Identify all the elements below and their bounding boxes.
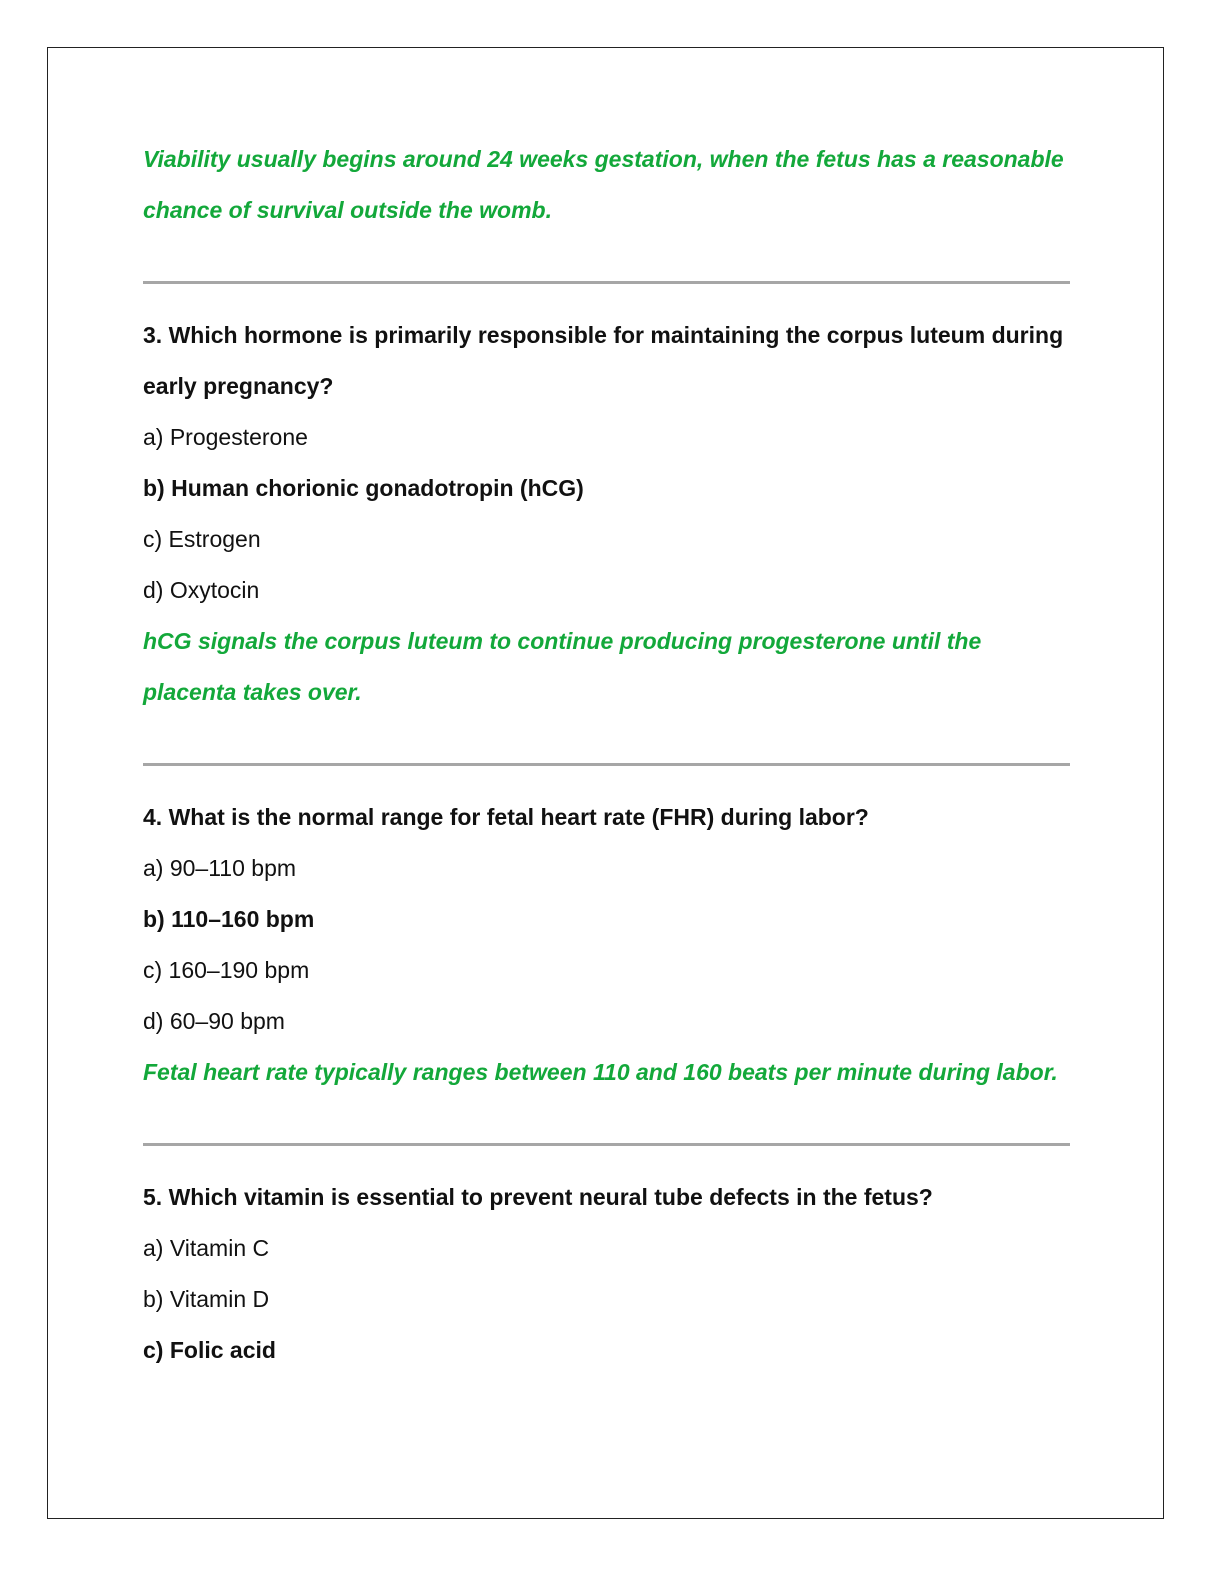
question-text: 5. Which vitamin is essential to prevent neural tube defects in the fetus?	[143, 1184, 933, 1210]
explanation-text: hCG signals the corpus luteum to continue producing progesterone until the placenta takes over.	[143, 628, 982, 705]
option-d: d) 60–90 bpm	[143, 1008, 285, 1034]
option-c: c) Estrogen	[143, 526, 261, 552]
option-b-correct: b) 110–160 bpm	[143, 906, 315, 932]
question-block-4	[143, 792, 1073, 1098]
explanation-q2: Viability usually begins around 24 weeks gestation, when the fetus has a reasonable chance of survival outside the womb.	[143, 146, 1064, 223]
question-text: 3. Which hormone is primarily responsible for maintaining the corpus luteum during early pregnancy?	[143, 322, 1064, 399]
option-c: c) 160–190 bpm	[143, 957, 310, 983]
question-block-5	[143, 1172, 1073, 1376]
question-block-3	[143, 310, 1073, 718]
document-body	[143, 134, 1073, 1376]
option-d: d) Oxytocin	[143, 577, 260, 603]
option-a: a) 90–110 bpm	[143, 855, 297, 881]
option-b-correct: b) Human chorionic gonadotropin (hCG)	[143, 475, 584, 501]
option-c-correct: c) Folic acid	[143, 1337, 276, 1363]
explanation-text: Fetal heart rate typically ranges between 110 and 160 beats per minute during labor.	[143, 1059, 1058, 1085]
question-text: 4. What is the normal range for fetal heart rate (FHR) during labor?	[143, 804, 869, 830]
option-a: a) Progesterone	[143, 424, 308, 450]
option-b: b) Vitamin D	[143, 1286, 270, 1312]
option-a: a) Vitamin C	[143, 1235, 270, 1261]
